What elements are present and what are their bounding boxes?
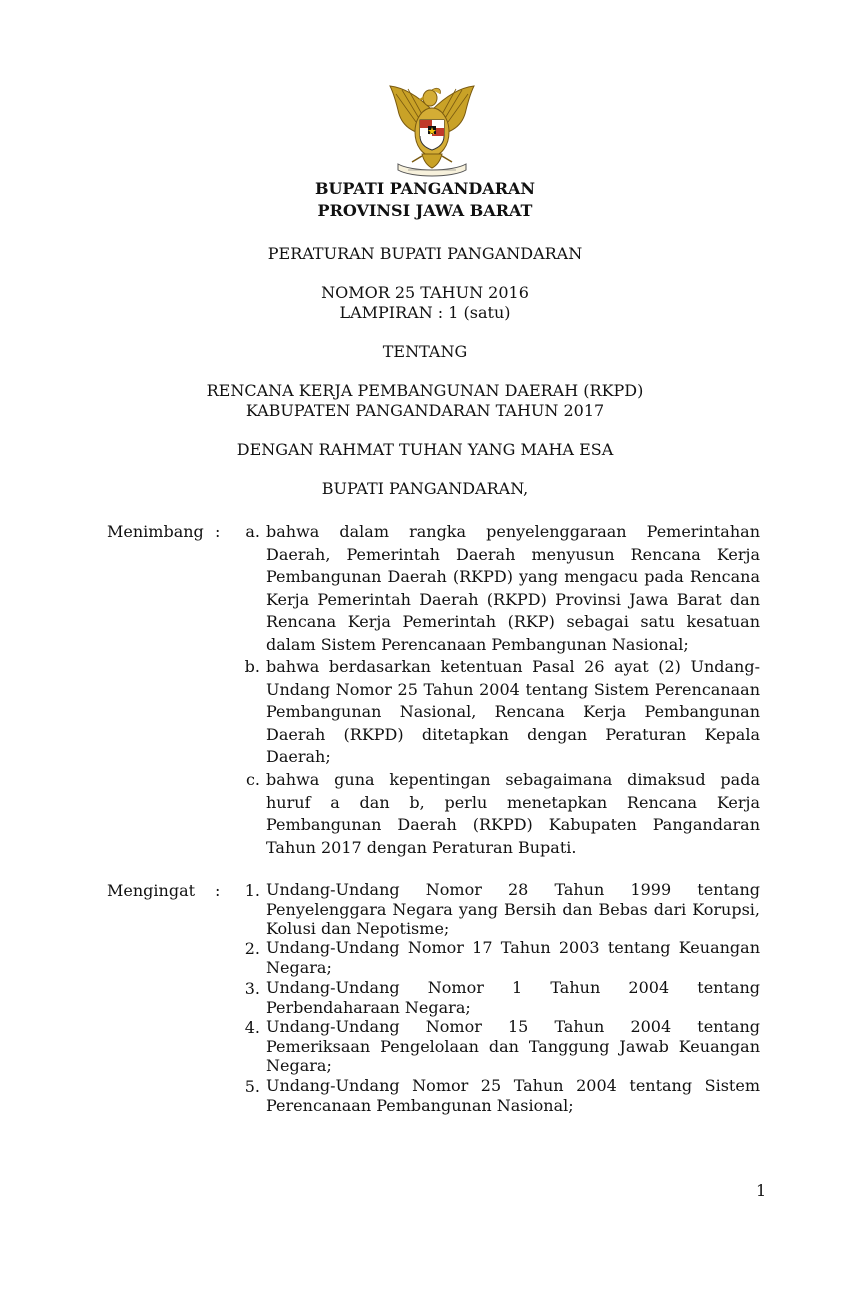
- item-marker: 5.: [244, 1077, 260, 1096]
- grace-statement: DENGAN RAHMAT TUHAN YANG MAHA ESA: [236, 440, 614, 459]
- mengingat-colon: :: [215, 881, 221, 900]
- item-text: bahwa dalam rangka penyelenggaraan Pemerintahan Daerah, Pemerintah Daerah menyusun Rencana Kerja Pembangunan Daerah (RKPD) yang mengacu pada Rencana Kerja Pemerintah Daerah (RKPD) Provinsi Jawa Barat dan Rencana Kerja Pemerintah (RKP) sebagai satu kesatuan dalam Sistem Perencanaan Pembangunan Nasional;: [266, 522, 760, 654]
- item-marker: 1.: [244, 881, 260, 900]
- regulation-about: TENTANG: [382, 342, 468, 361]
- regulation-title-line-1: RENCANA KERJA PEMBANGUNAN DAERAH (RKPD): [206, 381, 644, 400]
- regulation-number: NOMOR 25 TAHUN 2016: [321, 283, 529, 302]
- item-marker: 3.: [244, 979, 260, 998]
- item-marker: a.: [245, 522, 260, 541]
- item-text: Undang-Undang Nomor 15 Tahun 2004 tentang Pemeriksaan Pengelolaan dan Tanggung Jawab Keuangan Negara;: [266, 1017, 760, 1075]
- regulation-attachment: LAMPIRAN : 1 (satu): [339, 303, 511, 322]
- item-marker: 2.: [244, 939, 260, 958]
- item-marker: b.: [244, 657, 260, 676]
- item-marker: c.: [245, 770, 260, 789]
- issuer-heading: BUPATI PANGANDARAN,: [321, 479, 529, 498]
- item-marker: 4.: [244, 1018, 260, 1037]
- menimbang-label: Menimbang: [107, 522, 204, 541]
- regulation-type: PERATURAN BUPATI PANGANDARAN: [267, 244, 583, 263]
- authority-title: BUPATI PANGANDARAN: [314, 179, 536, 198]
- mengingat-label: Mengingat: [107, 881, 196, 900]
- page-number: 1: [756, 1181, 767, 1200]
- menimbang-colon: :: [215, 522, 221, 541]
- garuda-emblem-icon: [382, 80, 482, 180]
- item-text: bahwa berdasarkan ketentuan Pasal 26 ayat (2) Undang-Undang Nomor 25 Tahun 2004 tentang Sistem Perencanaan Pembangunan Nasional, Rencana Kerja Pembangunan Daerah (RKPD) ditetapkan dengan Peraturan Kepala Daerah;: [266, 657, 760, 767]
- item-text: Undang-Undang Nomor 28 Tahun 1999 tentang Penyelenggara Negara yang Bersih dan Bebas dari Korupsi, Kolusi dan Nepotisme;: [266, 880, 760, 938]
- item-text: bahwa guna kepentingan sebagaimana dimaksud pada huruf a dan b, perlu menetapkan Rencana Kerja Pembangunan Daerah (RKPD) Kabupaten Pangandaran Tahun 2017 dengan Peraturan Bupati.: [266, 770, 760, 857]
- item-text: Undang-Undang Nomor 1 Tahun 2004 tentang Perbendaharaan Negara;: [266, 978, 760, 1017]
- item-text: Undang-Undang Nomor 25 Tahun 2004 tentang Sistem Perencanaan Pembangunan Nasional;: [266, 1076, 760, 1115]
- regulation-title-line-2: KABUPATEN PANGANDARAN TAHUN 2017: [245, 401, 605, 420]
- item-text: Undang-Undang Nomor 17 Tahun 2003 tentang Keuangan Negara;: [266, 938, 760, 977]
- province-title: PROVINSI JAWA BARAT: [317, 201, 533, 220]
